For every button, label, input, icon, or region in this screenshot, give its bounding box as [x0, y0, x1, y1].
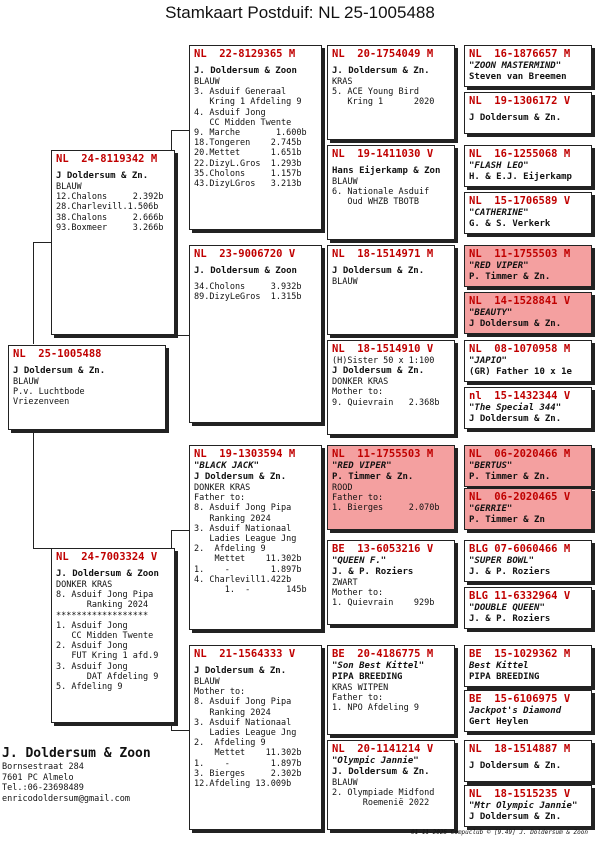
ring-number: NL 24-8119342 M — [56, 153, 158, 165]
card-line: BLAUW — [332, 778, 358, 788]
card-line: 22.DizyL.Gros 1.293b — [194, 158, 302, 169]
card-line: 1. - 1.897b — [194, 758, 302, 769]
card-line: BLAUW — [13, 377, 39, 387]
ring-number: NL 20-1754049 M — [332, 48, 434, 60]
card-line: Mother to: — [194, 687, 246, 698]
card-line: 89.DizyLeGros 1.315b — [194, 292, 302, 303]
card-line: 2. Olympiade Midfond — [332, 788, 435, 799]
ring-number: NL 08-1070958 M — [469, 343, 571, 355]
card-line: ZWART — [332, 578, 358, 588]
ring-number: NL 14-1528841 V — [469, 295, 571, 307]
owner-name: J Doldersum & Zn. — [194, 666, 287, 676]
card-line: 35.Cholons 1.157b — [194, 168, 302, 179]
ring-number: NL 15-1706589 V — [469, 195, 571, 207]
pedigree-card[interactable] — [464, 690, 592, 732]
card-line: DONKER KRAS — [56, 580, 113, 590]
pedigree-card[interactable] — [327, 740, 455, 830]
card-line: 3. Bierges 2.302b — [194, 768, 302, 779]
connector-line — [171, 335, 189, 336]
card-line: Father to: — [194, 493, 246, 504]
card-line: DAT Afdeling 9 — [56, 671, 159, 682]
owner-name: Gert Heylen — [469, 717, 529, 727]
pedigree-card[interactable] — [464, 540, 592, 582]
card-line: 8. Asduif Jong Pipa — [56, 590, 154, 601]
pedigree-card[interactable] — [327, 340, 455, 435]
ring-number: NL 18-1514971 M — [332, 248, 434, 260]
card-line: Ranking 2024 — [194, 513, 271, 524]
owner-name: J Doldersum & Zn. — [469, 761, 562, 771]
pedigree-card[interactable] — [189, 45, 322, 230]
owner-name: J. Doldersum & Zoon — [56, 569, 159, 579]
card-line: 38.Chalons 2.666b — [56, 212, 164, 223]
pedigree-card[interactable] — [464, 340, 592, 382]
breeder-city: 7601 PC Almelo — [2, 772, 74, 783]
card-line: 1. - 145b — [194, 585, 307, 596]
owner-name: J Doldersum & Zn. — [332, 366, 425, 377]
pigeon-nickname: "RED VIPER" — [332, 461, 392, 471]
connector-line — [33, 430, 34, 548]
pigeon-nickname: "The Special 344" — [469, 403, 562, 413]
card-line: 34.Cholons 3.932b — [194, 282, 302, 292]
card-line: Mother to: — [332, 387, 384, 398]
pigeon-nickname: "CATHERINE" — [469, 208, 529, 218]
pedigree-card[interactable] — [464, 245, 592, 287]
pedigree-card[interactable] — [464, 445, 592, 487]
card-line: Roemenië 2022 — [332, 798, 430, 809]
ring-number: NL 19-1303594 M — [194, 448, 296, 460]
ring-number: NL 18-1514887 M — [469, 743, 571, 755]
card-line: 2. Afdeling 9 — [194, 544, 266, 555]
pedigree-card[interactable] — [464, 92, 592, 134]
owner-name: P. Timmer & Zn — [469, 515, 545, 525]
ring-number: NL 22-8129365 M — [194, 48, 296, 60]
owner-name: J Doldersum & Zn. — [469, 113, 562, 123]
card-line: P.v. Luchtbode — [13, 387, 85, 398]
owner-name: J. & P. Roziers — [469, 567, 551, 577]
ring-number: BE 20-4186775 M — [332, 648, 434, 660]
card-line: 12.Afdeling 13.009b — [194, 779, 292, 790]
pedigree-card[interactable] — [464, 45, 592, 87]
pedigree-card[interactable] — [51, 150, 175, 335]
owner-name: Steven van Breemen — [469, 72, 567, 82]
ring-number: BE 15-6106975 V — [469, 693, 571, 705]
card-line: Kring 1 2020 — [332, 97, 435, 108]
ring-number: NL 18-1514910 V — [332, 343, 434, 355]
ring-number: BLG 11-6332964 V — [469, 590, 571, 602]
ring-number: NL 19-1306172 V — [469, 95, 571, 107]
pedigree-card[interactable] — [189, 245, 322, 423]
card-line: 20.Mettet 1.651b — [194, 148, 302, 159]
pedigree-card[interactable] — [189, 645, 322, 830]
ring-number: NL 20-1141214 V — [332, 743, 434, 755]
pedigree-card[interactable] — [464, 192, 592, 234]
breeder-phone: Tel.:06-23698489 — [2, 783, 84, 793]
pigeon-nickname: "GERRIE" — [469, 504, 513, 514]
card-line: KRAS — [332, 77, 353, 87]
owner-name: J Doldersum & Zn. — [469, 812, 562, 822]
pedigree-card[interactable] — [464, 488, 592, 530]
pedigree-card[interactable] — [464, 740, 592, 782]
card-line: 3. Asduif Jong — [56, 661, 128, 672]
pedigree-card[interactable] — [327, 45, 455, 140]
card-line: (H)Sister 50 x 1:100 — [332, 356, 435, 366]
connector-line — [171, 730, 189, 731]
pigeon-nickname: "DOUBLE QUEEN" — [469, 603, 545, 613]
owner-name: G. & S. Verkerk — [469, 219, 551, 229]
card-line: 3. Asduif Generaal — [194, 87, 287, 98]
card-line: 8. Asduif Jong Pipa — [194, 697, 292, 708]
card-line: 18.Tongeren 2.745b — [194, 138, 302, 149]
ring-number: NL 16-1876657 M — [469, 48, 571, 60]
owner-name: J Doldersum & Zn. — [194, 472, 287, 482]
pedigree-card[interactable] — [327, 445, 455, 530]
card-line: 4. Asduif Jong — [194, 107, 266, 118]
owner-name: J Doldersum & Zn. — [332, 266, 425, 276]
ring-number: NL 18-1515235 V — [469, 788, 571, 800]
card-line: ROOD — [332, 483, 353, 493]
ring-number: NL 11-1755503 M — [469, 248, 571, 260]
card-line: 43.DizyLGros 3.213b — [194, 179, 302, 190]
pigeon-nickname: "FLASH LEO" — [469, 161, 529, 171]
breeder-address: Bornsestraat 284 — [2, 762, 84, 772]
card-line: Vriezenveen — [13, 397, 70, 408]
connector-line — [171, 530, 172, 548]
owner-name: J. & P. Roziers — [332, 567, 414, 577]
card-line: 93.Boxmeer 3.266b — [56, 222, 164, 233]
ring-number: NL 11-1755503 M — [332, 448, 434, 460]
pigeon-nickname: "SUPER BOWL" — [469, 556, 535, 566]
pedigree-card[interactable] — [8, 345, 166, 430]
ring-number: nl 15-1432344 V — [469, 390, 571, 402]
card-line: Father to: — [332, 693, 384, 704]
card-line: 3. Asduif Nationaal — [194, 717, 292, 728]
ring-number: NL 19-1411030 V — [332, 148, 434, 160]
pigeon-nickname: Jackpot's Diamond — [469, 706, 562, 716]
card-line: BLAUW — [332, 277, 358, 287]
connector-line — [171, 530, 189, 531]
owner-name: H. & E.J. Eijerkamp — [469, 172, 572, 182]
owner-name: J Doldersum & Zn. — [469, 319, 562, 329]
card-line: BLAUW — [56, 182, 82, 192]
card-line: 5. ACE Young Bird — [332, 87, 419, 98]
page-title: Stamkaart Postduif: NL 25-1005488 — [165, 3, 435, 22]
ring-number: NL 06-2020466 M — [469, 448, 571, 460]
pigeon-nickname: "Olympic Jannie" — [332, 756, 419, 766]
ring-number: NL 24-7003324 V — [56, 551, 158, 563]
card-line: 1. NPO Afdeling 9 — [332, 703, 419, 714]
pedigree-card[interactable] — [464, 785, 592, 827]
card-line: Ranking 2024 — [56, 600, 149, 611]
pedigree-card[interactable] — [464, 645, 592, 687]
pigeon-nickname: "JAPIO" — [469, 356, 507, 366]
ring-number: BE 15-1029362 M — [469, 648, 571, 660]
card-line: 4. Charlevill1.422b — [194, 574, 292, 585]
owner-name: J. Doldersum & Zn. — [332, 767, 430, 777]
pigeon-nickname: "ZOON MASTERMIND" — [469, 61, 562, 71]
owner-name: PIPA BREEDING — [332, 672, 403, 682]
ring-number: NL 06-2020465 V — [469, 491, 571, 503]
pigeon-nickname: "RED VIPER" — [469, 261, 529, 271]
card-line: FUT Kring 1 afd.9 — [56, 651, 159, 662]
ring-number: NL 21-1564333 V — [194, 648, 296, 660]
ring-number: NL 23-9006720 V — [194, 248, 296, 260]
owner-name: (GR) Father 10 x 1e — [469, 367, 572, 377]
owner-name: J. & P. Roziers — [469, 614, 551, 624]
pedigree-card[interactable] — [464, 387, 592, 429]
card-line: 1. - 1.897b — [194, 564, 302, 575]
card-line: BLAUW — [194, 677, 220, 687]
pedigree-card[interactable] — [189, 445, 322, 630]
owner-name: J. Doldersum & Zoon — [194, 66, 297, 76]
card-line: Mettet 11.302b — [194, 748, 302, 759]
card-line: 2. Afdeling 9 — [194, 738, 266, 749]
owner-name: Hans Eijerkamp & Zon — [332, 166, 441, 176]
connector-line — [33, 242, 51, 243]
pedigree-card[interactable] — [327, 145, 455, 240]
card-line: CC Midden Twente — [194, 117, 292, 128]
card-line: Ladies League Jng — [194, 534, 297, 545]
card-line: 9. Quievrain 2.368b — [332, 397, 440, 408]
card-line: DONKER KRAS — [194, 483, 251, 493]
breeder-email[interactable]: enricodoldersum@gmail.com — [2, 793, 130, 804]
ring-number: NL 16-1255068 M — [469, 148, 571, 160]
pedigree-card[interactable] — [464, 145, 592, 187]
pedigree-card[interactable] — [464, 292, 592, 334]
owner-name: J. Doldersum & Zn. — [332, 66, 430, 76]
breeder-info — [2, 745, 151, 804]
breeder-name: J. Doldersum & Zoon — [2, 746, 151, 761]
card-line: DONKER KRAS — [332, 377, 389, 388]
card-line: 28.Charlevill.1.506b — [56, 202, 159, 213]
card-line: 5. Afdeling 9 — [56, 682, 123, 693]
card-line: Ladies League Jng — [194, 728, 297, 739]
card-line: 9. Marche 1.600b — [194, 128, 307, 139]
card-line: KRAS WITPEN — [332, 683, 389, 693]
pigeon-nickname: "QUEEN F." — [332, 556, 387, 566]
owner-name: J. Doldersum & Zoon — [194, 266, 297, 276]
connector-line — [171, 130, 189, 131]
pigeon-nickname: "Son Best Kittel" — [332, 661, 425, 671]
pedigree-card[interactable] — [464, 587, 592, 629]
connector-line — [33, 242, 34, 344]
pedigree-card[interactable] — [327, 540, 455, 625]
card-line: 3. Asduif Nationaal — [194, 523, 292, 534]
card-line: Mettet 11.302b — [194, 554, 302, 565]
card-line: CC Midden Twente — [56, 631, 154, 642]
card-line: 8. Asduif Jong Pipa — [194, 503, 292, 514]
card-line: Kring 1 Afdeling 9 — [194, 97, 302, 108]
card-line: 12.Chalons 2.392b — [56, 192, 164, 203]
pigeon-nickname: "Mtr Olympic Jannie" — [469, 801, 578, 811]
card-line: Oud WHZB TBOTB — [332, 197, 419, 208]
card-line: BLAUW — [332, 177, 358, 187]
card-line: BLAUW — [194, 77, 220, 87]
pigeon-nickname: "BEAUTY" — [469, 308, 513, 318]
footer-text: 01-11-2025 Compuclub © [9.49] J. Doldersum & Zoon — [410, 829, 588, 836]
card-line: Ranking 2024 — [194, 707, 271, 718]
pedigree-card[interactable] — [327, 645, 455, 735]
ring-number: NL 25-1005488 — [13, 348, 102, 360]
pigeon-nickname: Best Kittel — [469, 661, 529, 671]
owner-name: J Doldersum & Zn. — [469, 414, 562, 424]
pigeon-nickname: "BERTUS" — [469, 461, 513, 471]
owner-name: PIPA BREEDING — [469, 672, 540, 682]
owner-name: P. Timmer & Zn. — [469, 472, 551, 482]
card-line: Father to: — [332, 493, 384, 504]
owner-name: P. Timmer & Zn. — [469, 272, 551, 282]
card-line: 1. Bierges 2.070b — [332, 503, 440, 514]
connector-line — [33, 548, 51, 549]
owner-name: P. Timmer & Zn. — [332, 472, 414, 482]
card-line: 2. Asduif Jong — [56, 641, 128, 652]
card-line: Mother to: — [332, 588, 384, 599]
card-line: 6. Nationale Asduif — [332, 187, 430, 198]
owner-name: J Doldersum & Zn. — [13, 366, 106, 376]
card-line: 1. Asduif Jong — [56, 620, 128, 631]
pedigree-card[interactable] — [327, 245, 455, 335]
card-line: ****************** — [56, 610, 149, 621]
pedigree-card[interactable] — [51, 548, 175, 723]
pigeon-nickname: "BLACK JACK" — [194, 461, 260, 471]
owner-name: J Doldersum & Zn. — [56, 171, 149, 181]
ring-number: BE 13-6053216 V — [332, 543, 434, 555]
ring-number: BLG 07-6060466 M — [469, 543, 571, 555]
card-line: 1. Quievrain 929b — [332, 598, 435, 609]
